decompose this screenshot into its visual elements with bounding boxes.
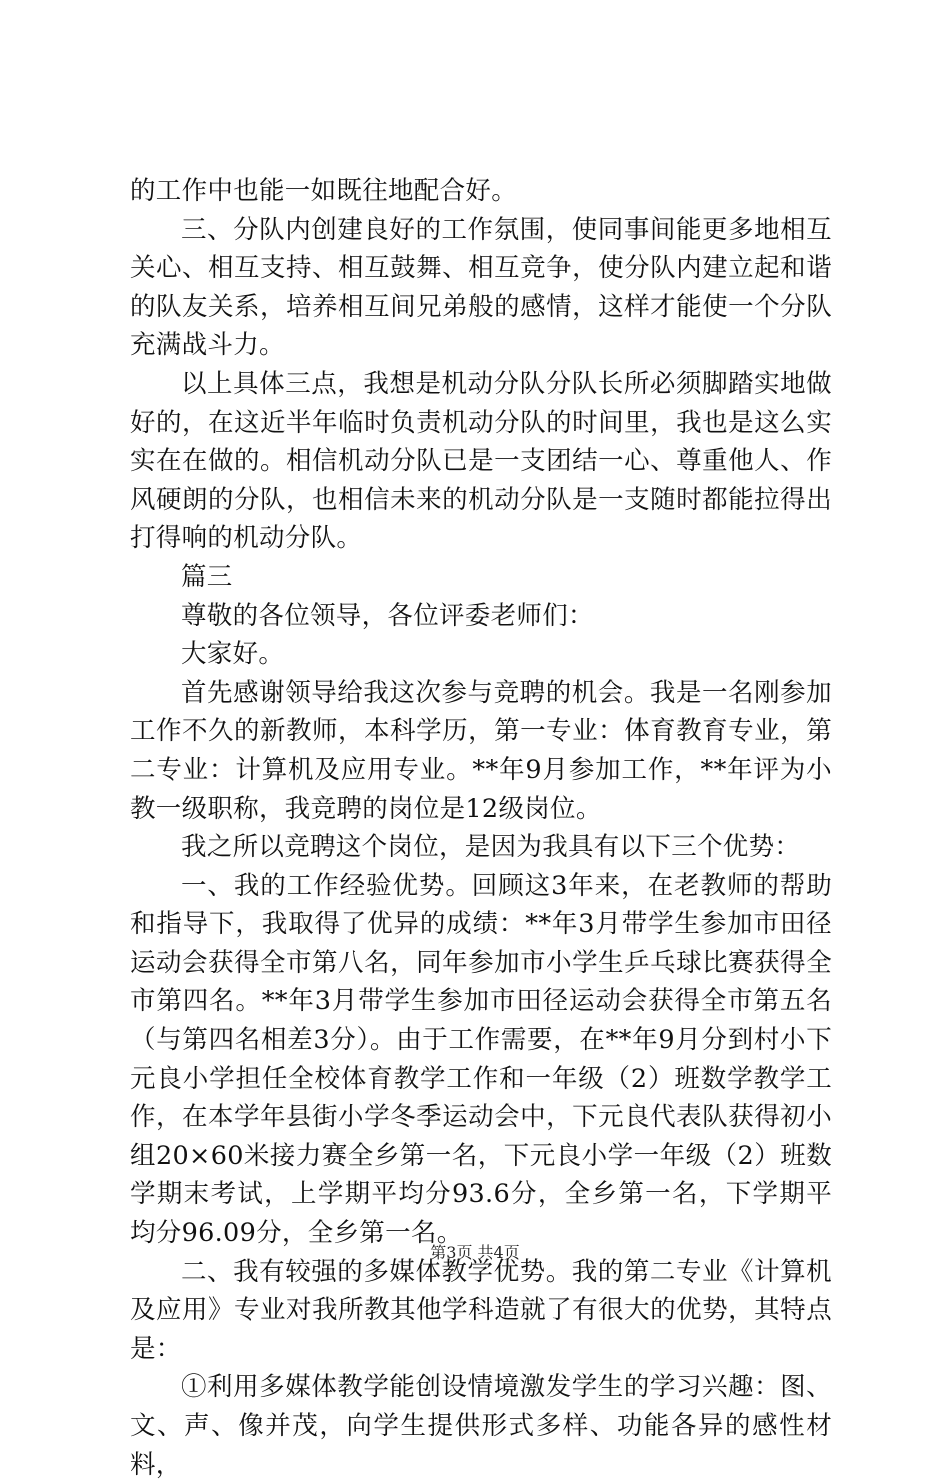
paragraph-1: 的工作中也能一如既往地配合好。 [130, 176, 518, 206]
salutation: 尊敬的各位领导，各位评委老师们： [181, 600, 594, 631]
paragraph-point-1: ①利用多媒体教学能创设情境激发学生的学习兴趣：图、文、声、像并茂，向学生提供形式多样、功能各异的感性材料， [130, 1372, 832, 1480]
paragraph-advantage-1: 一、我的工作经验优势。回顾这3年来，在老教师的帮助和指导下，我取得了优异的成绩：**年3月带学生参加市田径运动会获得全市第八名，同年参加市小学生乒乓球比赛获得全市第四名。**年3月带学生参加市田径运动会获得全市第五名（与第四名相差3分）。由于工作需要，在**年9月分到村小下元良小学担任全校体育教学工作和一年级（2）班数学教学工作，在本学年县街小学冬季运动会中，下元良代表队获得初小组20×60米接力赛全乡第一名，下元良小学一年级（2）班数学期末考试，上学期平均分93.6分，全乡第一名，下学期平均分96.09分，全乡第一名。 [130, 870, 832, 1249]
paragraph-reasons: 我之所以竞聘这个岗位，是因为我具有以下三个优势： [181, 832, 801, 863]
page-footer: 第3页 共4页 [430, 1243, 520, 1262]
paragraph-intro: 首先感谢领导给我这次参与竞聘的机会。我是一名刚参加工作不久的新教师，本科学历，第一专业：体育教育专业，第二专业：计算机及应用专业。**年9月参加工作，**年评为小教一级职称，我竞聘的岗位是12级岗位。 [130, 677, 832, 824]
paragraph-advantage-2: 二、我有较强的多媒体教学优势。我的第二专业《计算机及应用》专业对我所教其他学科造就了有很大的优势，其特点是： [130, 1256, 832, 1364]
greeting: 大家好。 [181, 639, 285, 670]
document-body [130, 172, 832, 1484]
paragraph-2: 三、分队内创建良好的工作氛围，使同事间能更多地相互关心、相互支持、相互鼓舞、相互竞争，使分队内建立起和谐的队友关系，培养相互间兄弟般的感情，这样才能使一个分队充满战斗力。 [130, 214, 832, 361]
section-heading: 篇三 [181, 561, 233, 592]
paragraph-3: 以上具体三点，我想是机动分队分队长所必须脚踏实地做好的，在这近半年临时负责机动分队的时间里，我也是这么实实在在做的。相信机动分队已是一支团结一心、尊重他人、作风硬朗的分队，也相信未来的机动分队是一支随时都能拉得出打得响的机动分队。 [130, 368, 832, 554]
